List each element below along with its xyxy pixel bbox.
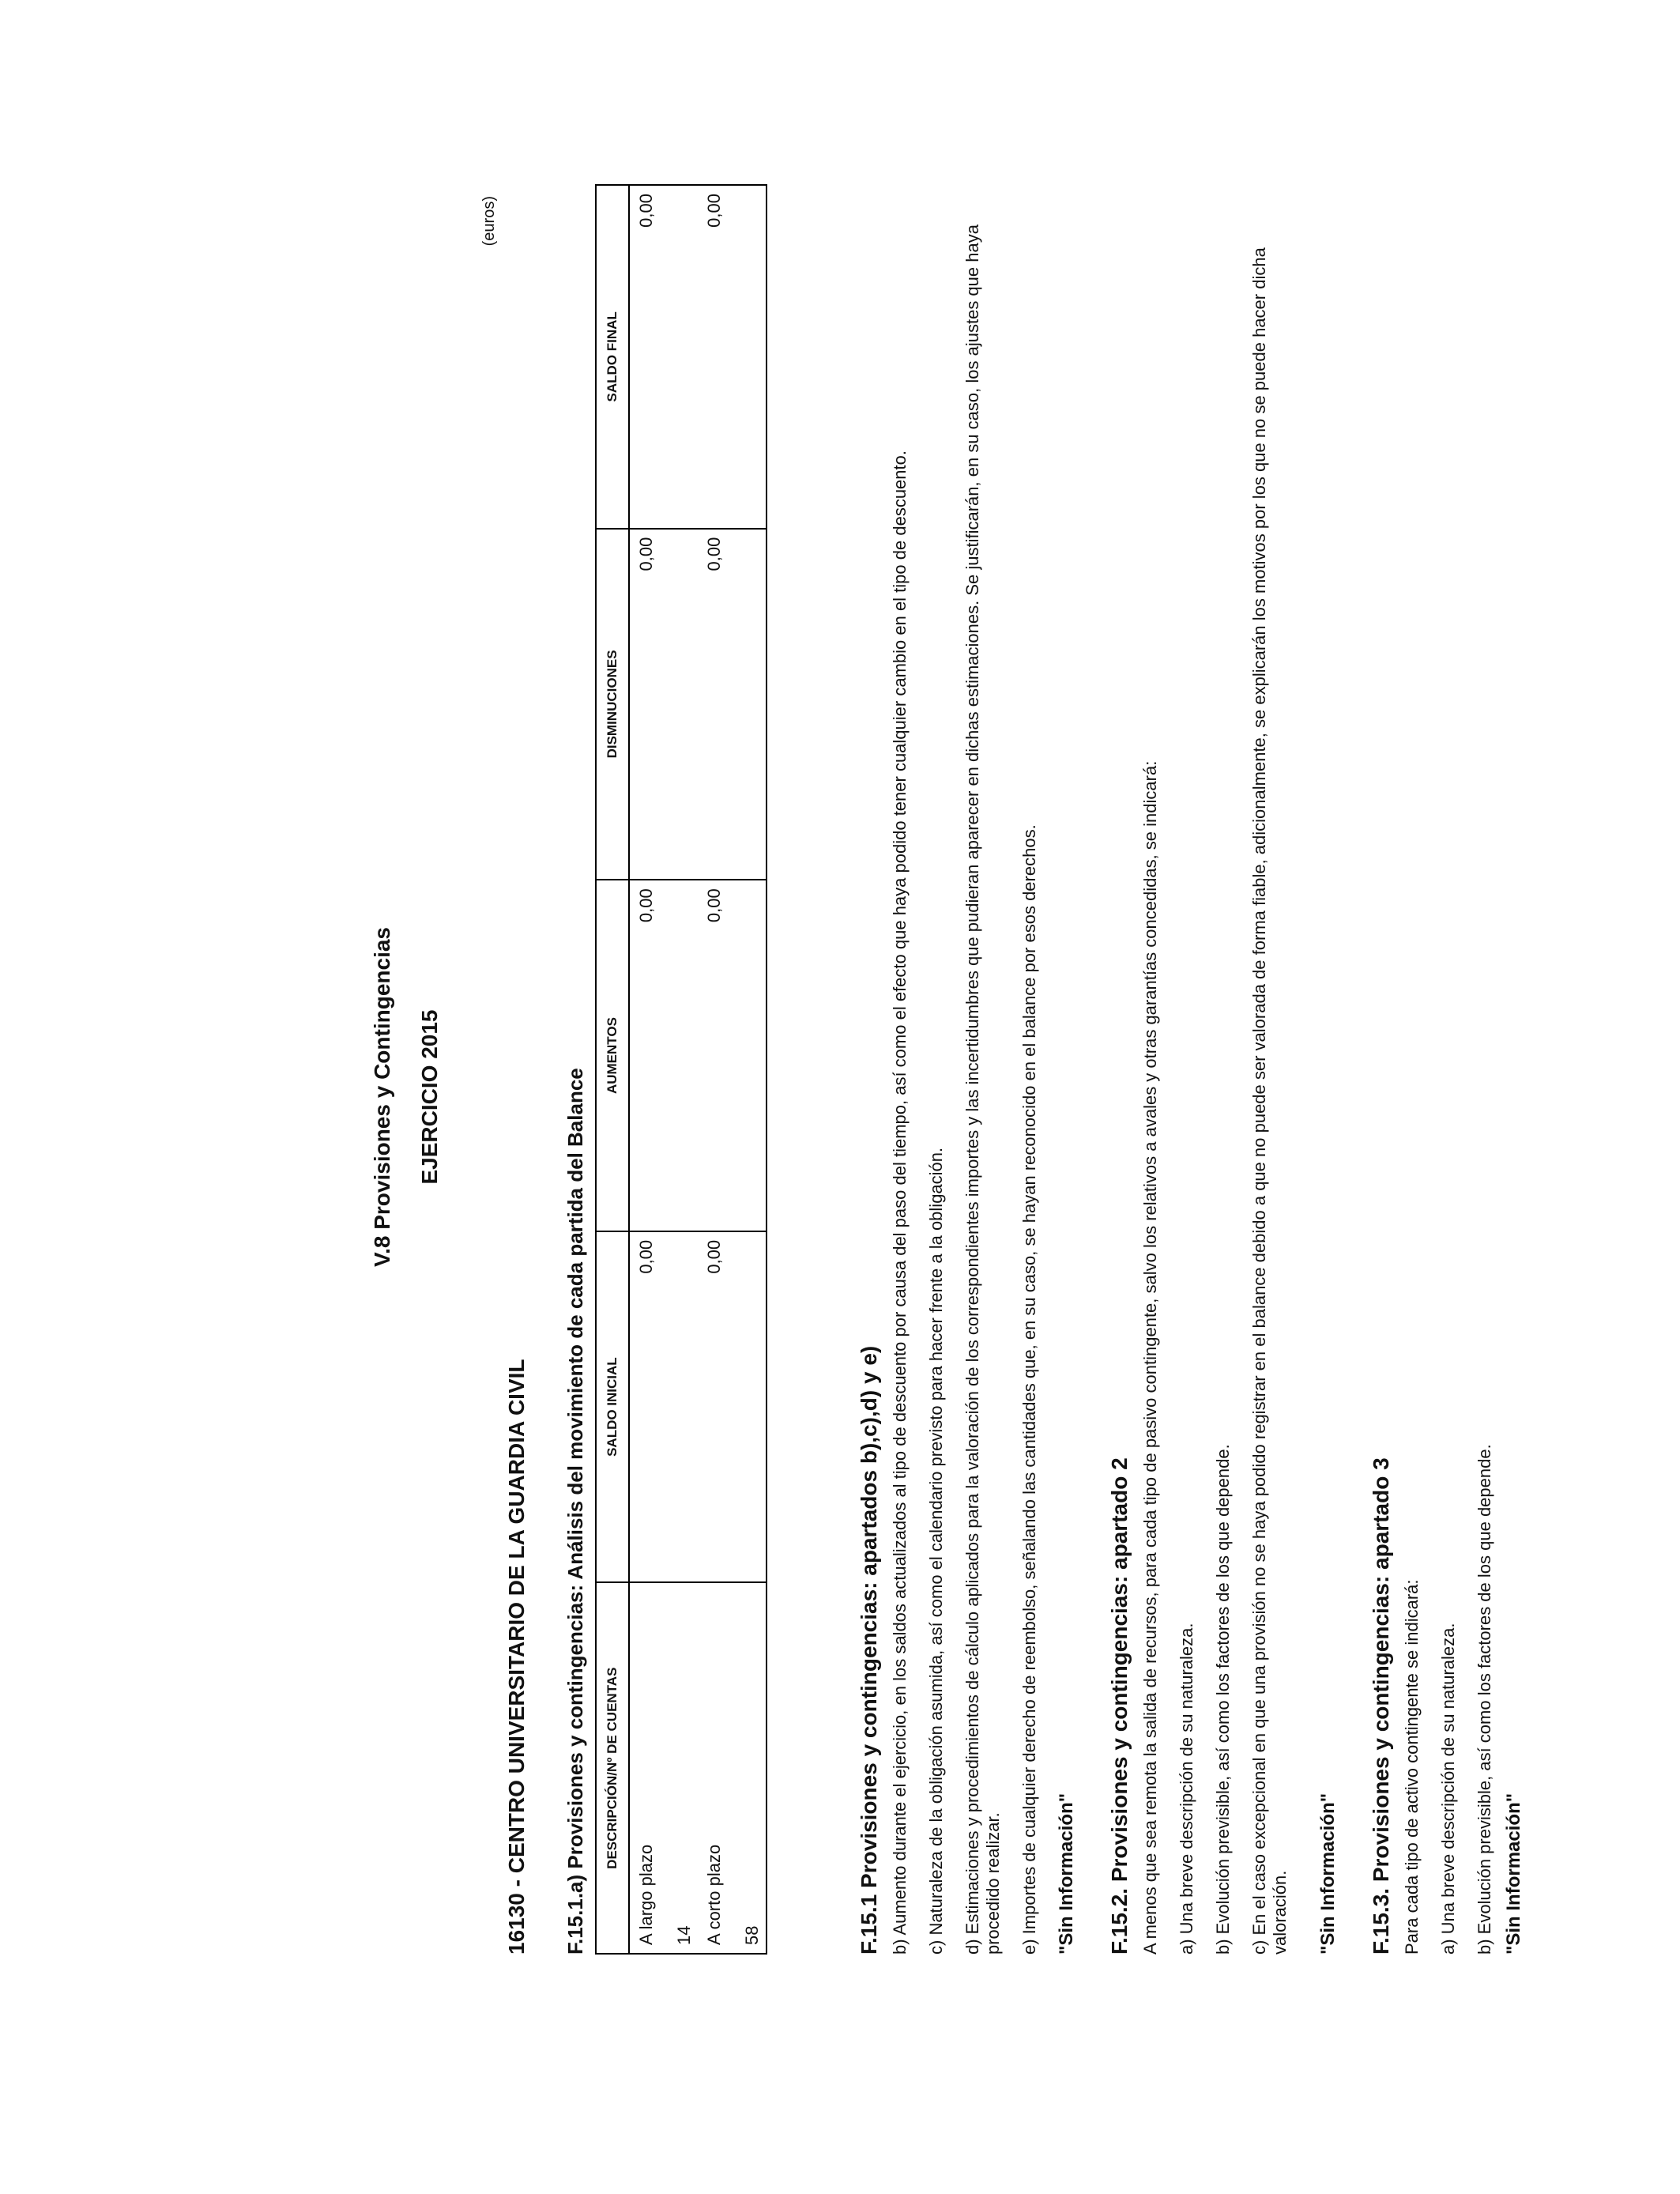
movements-table [595,184,767,1955]
cell-saldo-final: 0,00 [698,185,767,529]
table-title: F.15.1.a) Provisiones y contingencias: Análisis del movimiento de cada partida del Balance [563,1068,587,1955]
section-heading-f15-3: F.15.3. Provisiones y contingencias: apartado 3 [1369,1457,1394,1955]
entity-name: 16130 - CENTRO UNIVERSITARIO DE LA GUARDIA CIVIL [504,1359,529,1955]
paragraph-b: b) Evolución previsible, así como los factores de los que depende. [1475,1444,1495,1955]
cell-disminuciones: 0,00 [629,529,698,880]
paragraph-b: b) Aumento durante el ejercicio, en los saldos actualizados al tipo de descuento por causa del paso del tiempo, así como el efecto que haya podido tener cualquier cambio en el tipo de descuento. [890,450,910,1955]
cell-aumentos: 0,00 [629,880,698,1231]
col-header-saldo-inicial: SALDO INICIAL [596,1231,629,1583]
row-account-code: 58 [742,1925,762,1945]
paragraph-c: c) Naturaleza de la obligación asumida, así como el calendario previsto para hacer frente a la obligación. [925,1147,946,1955]
cell-disminuciones: 0,00 [698,529,767,880]
row-description [698,1582,767,1954]
row-label: A corto plazo [704,1844,724,1945]
section-heading-f15-1: F.15.1 Provisiones y contingencias: apartados b),c),d) y e) [857,1345,881,1955]
cell-saldo-final: 0,00 [629,185,698,529]
fiscal-year: EJERCICIO 2015 [417,1009,442,1185]
col-header-saldo-final: SALDO FINAL [596,185,629,529]
no-information-label: "Sin Información" [1317,1793,1339,1955]
rotated-page [176,89,1525,2105]
currency-label: (euros) [480,196,498,247]
paragraph-e: e) Importes de cualquier derecho de reembolso, señalando las cantidades que, en su caso, se hayan reconocido en el balance por esos derechos. [1019,824,1039,1955]
row-label: A largo plazo [636,1844,656,1945]
cell-saldo-inicial: 0,00 [629,1231,698,1583]
page-title: V.8 Provisiones y Contingencias [370,927,394,1268]
paragraph-intro: A menos que sea remota la salida de recursos, para cada tipo de pasivo contingente, salvo los relativos a avales y otras garantías concedidas, se indicará: [1140,760,1161,1955]
paragraph-a: a) Una breve descripción de su naturaleza. [1438,1623,1459,1955]
notes-body [856,184,1554,1955]
paragraph-a: a) Una breve descripción de su naturaleza. [1177,1623,1197,1955]
table-row [629,185,698,1954]
table-header-row [596,185,629,1954]
row-account-code: 14 [674,1925,694,1945]
paragraph-intro: Para cada tipo de activo contingente se indicará: [1402,1579,1422,1955]
paragraph-b: b) Evolución previsible, así como los factores de los que depende. [1213,1444,1234,1955]
col-header-description: DESCRIPCIÓN/Nº DE CUENTAS [596,1582,629,1954]
table-row [698,185,767,1954]
row-description [629,1582,698,1954]
no-information-label: "Sin Información" [1055,1793,1077,1955]
paragraph-c: c) En el caso excepcional en que una provisión no se haya podido registrar en el balance debido a que no puede ser valorada de forma fiable, adicionalmente, se explicarán los motivos por los que no se puede hacer dicha valoración. [1249,247,1290,1955]
no-information-label: "Sin Información" [1503,1793,1525,1955]
paragraph-d: d) Estimaciones y procedimientos de cálculo aplicados para la valoración de los correspondientes importes y las incertidumbres que pudieran aparecer en dichas estimaciones. Se justificarán, en su caso, los ajustes que haya procedido realizar. [962,224,1003,1955]
col-header-aumentos: AUMENTOS [596,880,629,1231]
section-heading-f15-2: F.15.2. Provisiones y contingencias: apartado 2 [1107,1457,1132,1955]
cell-aumentos: 0,00 [698,880,767,1231]
col-header-disminuciones: DISMINUCIONES [596,529,629,880]
cell-saldo-inicial: 0,00 [698,1231,767,1583]
